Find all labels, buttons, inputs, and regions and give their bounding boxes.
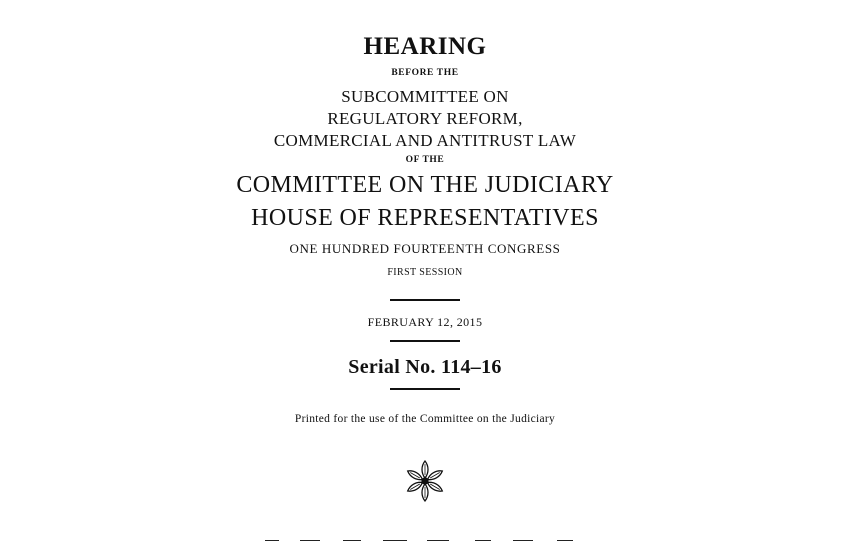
subcommittee-line-2: REGULATORY REFORM, [327, 109, 523, 128]
serial-number: Serial No. 114–16 [348, 356, 502, 378]
committee-line-2: HOUSE OF REPRESENTATIVES [251, 205, 599, 231]
hearing-date: FEBRUARY 12, 2015 [367, 315, 483, 329]
committee-line-1: COMMITTEE ON THE JUDICIARY [236, 172, 614, 198]
cut-off-footer-text [255, 533, 595, 541]
gpo-star-emblem-icon [402, 458, 448, 504]
printed-for-note: Printed for the use of the Committee on the Judiciary [294, 413, 556, 425]
congress-label: ONE HUNDRED FOURTEENTH CONGRESS [289, 241, 561, 256]
subcommittee-line-3: COMMERCIAL AND ANTITRUST LAW [273, 131, 577, 150]
divider-rule [390, 299, 460, 301]
hearing-title: HEARING [363, 33, 487, 60]
session-label: FIRST SESSION [387, 267, 463, 278]
of-the-label: OF THE [405, 155, 445, 165]
divider-rule [390, 340, 460, 342]
before-the-label: BEFORE THE [391, 68, 459, 78]
subcommittee-line-1: SUBCOMMITTEE ON [341, 87, 509, 106]
divider-rule [390, 388, 460, 390]
